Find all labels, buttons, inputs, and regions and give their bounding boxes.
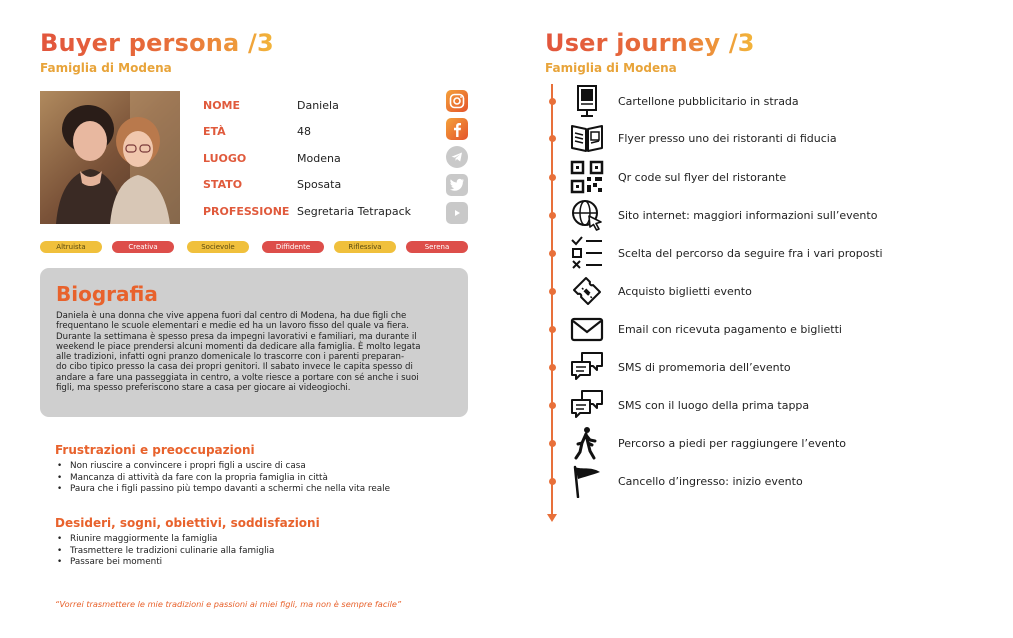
chat-bubbles-icon (570, 350, 604, 384)
list-item: • Riunire maggiormente la famiglia (55, 534, 274, 546)
checklist-icon (570, 236, 604, 270)
flag-icon (570, 464, 604, 498)
journey-step-label: Acquisto biglietti evento (618, 285, 752, 298)
desires-title: Desideri, sogni, obiettivi, soddisfazioni (55, 516, 320, 530)
journey-step-label: Cancello d’ingresso: inizio evento (618, 475, 803, 488)
list-item: • Non riuscire a convincere i propri figli a uscire di casa (55, 461, 390, 473)
list-item: • Mancanza di attività da fare con la propria famiglia in città (55, 473, 390, 485)
desires-list (55, 534, 274, 569)
ticket-icon (570, 274, 604, 308)
info-label-luogo: LUOGO (203, 152, 247, 165)
info-value-professione: Segretaria Tetrapack (297, 205, 411, 218)
youtube-icon (446, 202, 468, 224)
info-value-eta: 48 (297, 125, 311, 138)
timeline-dot (549, 174, 556, 181)
trait-badge: Creativa (112, 241, 174, 253)
timeline-dot (549, 364, 556, 371)
trait-badge: Socievole (187, 241, 249, 253)
timeline-dot (549, 288, 556, 295)
frustrations-list (55, 461, 390, 496)
biography-card (40, 268, 468, 417)
biography-text: Daniela è una donna che vive appena fuori dal centro di Modena, ha due figli che frequentano le scuole elementari e medie ed ha un lavoro fisso del quale va fiera. Durante la settimana è spesso presa da impegni lavorativi e familiari, ma durante il weekend le piace prendersi alcuni momenti da dedicare alla famiglia. È molto legata alle tradizioni, infatti ogni pranzo domenicale lo trascorre con i parenti preparan- do cibo tipico presso la casa dei propri genitori. Il sabato invece le capita spesso di andare a fare una passeggiata in centro, a volte riesce a portare con sé anche i suoi figli, ma spesso preferiscono stare a casa per giocare ai videogiochi. (56, 311, 421, 394)
timeline-dot (549, 98, 556, 105)
timeline-arrow (547, 514, 557, 522)
timeline-dot (549, 326, 556, 333)
trait-badge: Altruista (40, 241, 102, 253)
info-label-eta: ETÀ (203, 125, 226, 138)
timeline-dot (549, 440, 556, 447)
journey-step-label: Scelta del percorso da seguire fra i vari proposti (618, 247, 883, 260)
persona-photo (40, 91, 180, 224)
info-label-professione: PROFESSIONE (203, 205, 290, 218)
journey-step-label: Email con ricevuta pagamento e biglietti (618, 323, 842, 336)
journey-step-label: Percorso a piedi per raggiungere l’evento (618, 437, 847, 450)
timeline-dot (549, 135, 556, 142)
info-value-nome: Daniela (297, 99, 339, 112)
info-value-stato: Sposata (297, 178, 342, 191)
timeline-dot (549, 212, 556, 219)
journey-step-label: SMS di promemoria dell’evento (618, 361, 791, 374)
trait-badge: Serena (406, 241, 468, 253)
persona-title: Buyer persona /3 (40, 29, 274, 57)
trait-badge: Riflessiva (334, 241, 396, 253)
journey-step-label: SMS con il luogo della prima tappa (618, 399, 810, 412)
journey-subtitle: Famiglia di Modena (545, 61, 677, 75)
journey-title: User journey /3 (545, 29, 755, 57)
qr-code-icon (570, 160, 604, 194)
persona-quote: “Vorrei trasmettere le mie tradizioni e passioni ai miei figli, ma non è sempre facile” (55, 599, 402, 609)
telegram-icon (446, 146, 468, 168)
trait-badge: Diffidente (262, 241, 324, 253)
facebook-icon (446, 118, 468, 140)
list-item: • Trasmettere le tradizioni culinarie alla famiglia (55, 546, 274, 558)
biography-title: Biografia (56, 282, 158, 306)
list-item: • Passare bei momenti (55, 557, 274, 569)
persona-subtitle: Famiglia di Modena (40, 61, 172, 75)
walking-person-icon (570, 426, 604, 460)
frustrations-title: Frustrazioni e preoccupazioni (55, 443, 255, 457)
timeline-dot (549, 478, 556, 485)
twitter-icon (446, 174, 468, 196)
info-label-stato: STATO (203, 178, 243, 191)
flyer-icon (570, 121, 604, 155)
journey-step-label: Sito internet: maggiori informazioni sull’evento (618, 209, 878, 222)
journey-step-label: Qr code sul flyer del ristorante (618, 171, 787, 184)
journey-step-label: Cartellone pubblicitario in strada (618, 95, 799, 108)
billboard-icon (570, 84, 604, 118)
instagram-icon (446, 90, 468, 112)
info-value-luogo: Modena (297, 152, 341, 165)
info-label-nome: NOME (203, 99, 241, 112)
envelope-icon (570, 312, 604, 346)
journey-step-label: Flyer presso uno dei ristoranti di fiducia (618, 132, 837, 145)
list-item: • Paura che i figli passino più tempo davanti a schermi che nella vita reale (55, 484, 390, 496)
chat-bubbles-icon (570, 388, 604, 422)
timeline-dot (549, 402, 556, 409)
globe-cursor-icon (570, 198, 604, 232)
timeline-line (551, 84, 553, 518)
timeline-dot (549, 250, 556, 257)
